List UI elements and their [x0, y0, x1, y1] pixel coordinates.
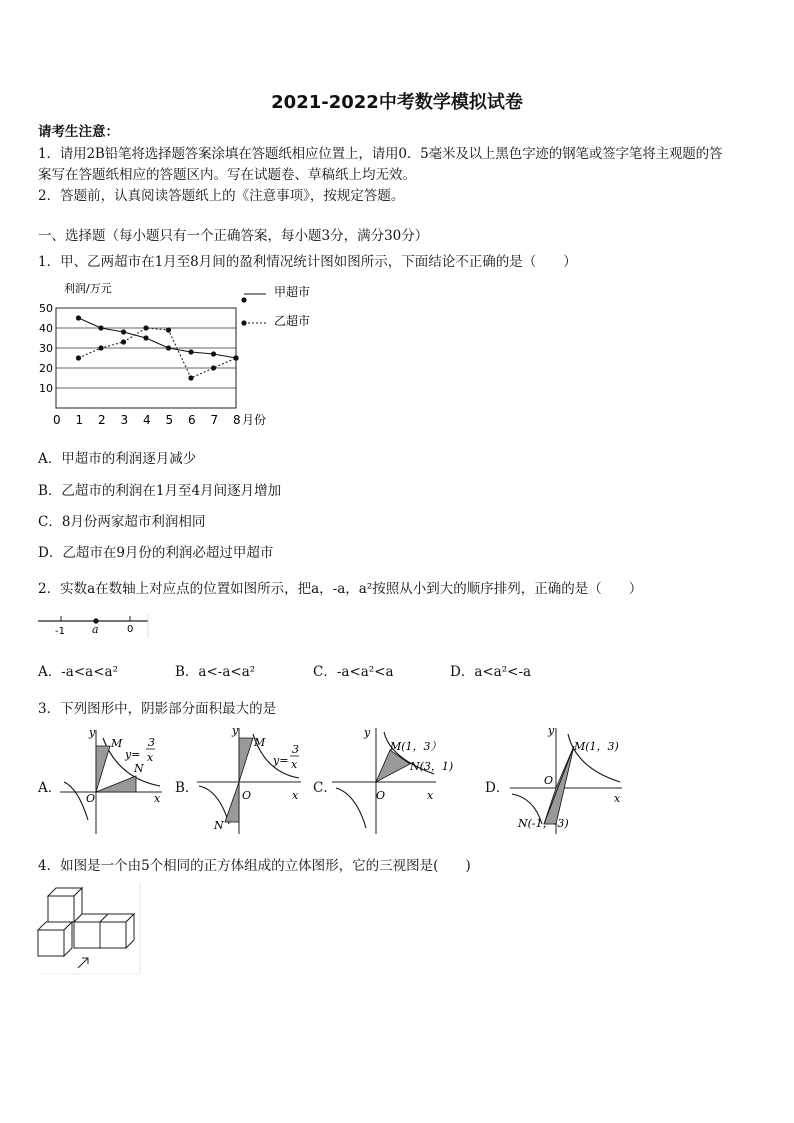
q1-option-d: D．乙超市在9月份的利润必超过甲超市 [38, 545, 274, 561]
equation-label: y= [273, 754, 289, 767]
q2-option-b: B．a<-a<a² [175, 664, 256, 680]
q2-option-a: A．-a<a<a² [38, 664, 118, 680]
data-point-series-1 [76, 315, 81, 320]
data-point-series-1 [143, 335, 148, 340]
data-point-series-1 [211, 351, 216, 356]
q2-option-c: C．-a<a²<a [313, 664, 394, 680]
label-minus-one: -1 [55, 626, 65, 637]
data-point-series-2 [98, 345, 103, 350]
origin-label: O [86, 792, 96, 805]
plot-frame [56, 308, 236, 408]
x-axis-label: x [154, 792, 161, 805]
q3-option-d-letter: D． [485, 780, 510, 796]
x-tick-label: 1 [75, 413, 84, 427]
notice-item1-line1: 1．请用2B铅笔将选择题答案涂填在答题纸相应位置上，请用0．5毫米及以上黑色字迹的钢笔或签字笔将主观题的答 [38, 146, 723, 162]
point-n-label: N(-1，-3) [518, 817, 569, 830]
x-tick-label: 5 [165, 413, 174, 427]
y-tick-label: 30 [39, 342, 53, 355]
data-point-series-2 [121, 339, 126, 344]
x-tick-label: 0 [53, 413, 61, 427]
point-n-label: N(3，1) [410, 760, 454, 773]
q3-option-c-letter: C． [313, 780, 337, 796]
view-direction-arrow [78, 958, 88, 968]
y-tick-label: 10 [39, 382, 53, 395]
data-point-series-2 [76, 355, 81, 360]
section-heading: 一、选择题（每小题只有一个正确答案，每小题3分，满分30分） [38, 228, 429, 244]
point-n-label: N [214, 819, 224, 832]
y-tick-label: 20 [39, 362, 53, 375]
data-point-series-1 [121, 329, 126, 334]
y-tick-label: 50 [39, 302, 53, 315]
legend-label: 乙超市 [274, 314, 311, 328]
data-point-series-1 [98, 325, 103, 330]
notice-heading: 请考生注意： [38, 124, 119, 140]
data-point-series-2 [188, 375, 193, 380]
equation-numerator: 3 [292, 743, 299, 756]
x-axis-label: x [427, 789, 434, 802]
y-axis-label: y [89, 726, 96, 739]
notice-item2: 2．答题前，认真阅读答题纸上的《注意事项》，按规定答题。 [38, 188, 405, 204]
x-tick-label: 4 [143, 413, 151, 427]
x-tick-label: 8 [233, 413, 241, 427]
notice-item1-line2: 案写在答题纸相应的答题区内。写在试题卷、草稿纸上均无效。 [38, 167, 416, 183]
q3-figure-a [58, 724, 168, 836]
point-m-label: M [254, 736, 266, 749]
q3-stem: 3．下列图形中，阴影部分面积最大的是 [38, 701, 277, 717]
q3-figure-b [195, 724, 307, 836]
x-axis-label: x [292, 789, 299, 802]
x-axis-label: x [614, 792, 621, 805]
q1-option-c: C．8月份两家超市利润相同 [38, 514, 206, 530]
q3-option-a-letter: A． [38, 780, 62, 796]
q2-stem: 2．实数a在数轴上对应点的位置如图所示，把a，-a，a²按照从小到大的顺序排列，正确的是（ ） [38, 581, 643, 597]
label-zero: 0 [127, 624, 134, 635]
point-n-label: N [134, 762, 144, 775]
x-tick-label: 6 [188, 413, 196, 427]
legend-label: 甲超市 [274, 285, 311, 299]
data-point-series-2 [143, 325, 148, 330]
origin-label: O [544, 774, 554, 787]
q1-option-a: A．甲超市的利润逐月减少 [38, 451, 197, 467]
q4-cube-figure [36, 880, 146, 976]
legend-marker [241, 297, 246, 302]
equation-numerator: 3 [148, 736, 155, 749]
equation-denominator: x [291, 758, 298, 771]
q4-stem: 4．如图是一个由5个相同的正方体组成的立体图形，它的三视图是( ) [38, 858, 471, 874]
point-m-label: M(1，3） [390, 740, 442, 753]
page-title: 2021-2022中考数学模拟试卷 [271, 92, 523, 113]
y-axis-label: y [364, 726, 371, 739]
origin-label: O [242, 789, 252, 802]
point-m-label: M [111, 737, 123, 750]
y-axis-label: y [548, 724, 555, 737]
equation-label: y= [125, 748, 141, 761]
point-m-label: M(1，3) [574, 740, 619, 753]
data-point-series-1 [188, 349, 193, 354]
q1-stem: 1．甲、乙两超市在1月至8月间的盈利情况统计图如图所示，下面结论不正确的是（ ） [38, 254, 577, 270]
label-a: a [92, 623, 99, 636]
equation-denominator: x [147, 751, 154, 764]
q3-figure-d [508, 724, 628, 836]
q3-figure-c [330, 724, 454, 836]
x-tick-label: 7 [210, 413, 219, 427]
y-axis-title: 利润/万元 [64, 282, 112, 295]
origin-label: O [376, 789, 386, 802]
y-axis-label: y [232, 724, 239, 737]
data-point-series-1 [166, 345, 171, 350]
data-point-series-2 [233, 355, 238, 360]
q2-option-d: D．a<a²<-a [450, 664, 532, 680]
q2-number-line [36, 612, 156, 642]
x-axis-title: 月份 [242, 413, 267, 427]
data-point-series-2 [166, 327, 171, 332]
y-tick-label: 40 [39, 322, 53, 335]
data-point-series-2 [211, 365, 216, 370]
x-tick-label: 2 [98, 413, 106, 427]
x-tick-label: 3 [120, 413, 129, 427]
q1-line-chart [38, 280, 338, 435]
q3-option-b-letter: B． [175, 780, 199, 796]
q1-option-b: B．乙超市的利润在1月至4月间逐月增加 [38, 483, 282, 499]
